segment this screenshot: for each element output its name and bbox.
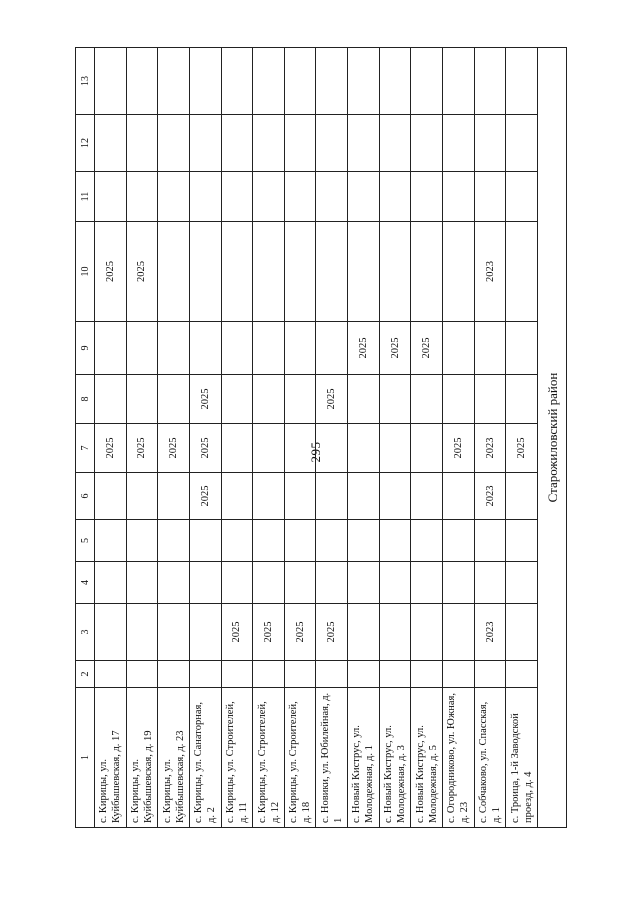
column-header-13: 13 (76, 48, 95, 115)
year-cell (474, 172, 506, 222)
column-header-2: 2 (76, 661, 95, 688)
year-cell (379, 520, 411, 562)
year-cell (253, 115, 285, 172)
year-cell (126, 473, 158, 520)
year-cell (158, 562, 190, 604)
year-cell (316, 322, 348, 375)
year-cell (506, 661, 538, 688)
address-cell: с. Новый Киструс, ул. Молодежная, д. 5 (411, 688, 443, 828)
table-row (189, 48, 221, 828)
table-row (348, 48, 380, 828)
year-cell: 2025 (189, 424, 221, 473)
year-cell (443, 604, 475, 661)
year-cell (126, 520, 158, 562)
column-header-8: 8 (76, 375, 95, 424)
year-cell (126, 115, 158, 172)
year-cell (95, 48, 127, 115)
year-cell (221, 322, 253, 375)
year-cell (411, 115, 443, 172)
year-cell (411, 424, 443, 473)
page-number: 295 (308, 441, 323, 463)
year-cell (126, 375, 158, 424)
year-cell (189, 222, 221, 322)
year-cell: 2025 (158, 424, 190, 473)
year-cell (253, 520, 285, 562)
year-cell (379, 48, 411, 115)
year-cell (158, 473, 190, 520)
year-cell: 2025 (348, 322, 380, 375)
year-cell (379, 604, 411, 661)
year-cell (379, 222, 411, 322)
year-cell (316, 115, 348, 172)
year-cell (411, 172, 443, 222)
address-cell: с. Кирицы, ул. Строителей, д. 18 (284, 688, 316, 828)
year-cell (379, 115, 411, 172)
year-cell (95, 473, 127, 520)
address-cell: с. Собчаково, ул. Спасская, д. 1 (474, 688, 506, 828)
year-cell (411, 48, 443, 115)
year-cell (253, 473, 285, 520)
year-cell (221, 222, 253, 322)
year-cell (126, 661, 158, 688)
table-row (411, 48, 443, 828)
year-cell (316, 424, 348, 473)
table-row (316, 48, 348, 828)
year-cell (284, 562, 316, 604)
year-cell (443, 172, 475, 222)
year-cell (474, 48, 506, 115)
year-cell (411, 473, 443, 520)
year-cell (348, 604, 380, 661)
year-cell (95, 322, 127, 375)
year-cell: 2025 (316, 604, 348, 661)
year-cell (348, 520, 380, 562)
year-cell: 2025 (443, 424, 475, 473)
year-cell (474, 661, 506, 688)
year-cell (284, 473, 316, 520)
address-cell: с. Кирицы, ул. Куйбышевская, д. 17 (95, 688, 127, 828)
year-cell (221, 520, 253, 562)
year-cell (95, 172, 127, 222)
year-cell (379, 375, 411, 424)
year-cell (158, 661, 190, 688)
year-cell (158, 222, 190, 322)
year-cell (443, 661, 475, 688)
year-cell (411, 222, 443, 322)
year-cell (411, 604, 443, 661)
year-cell (95, 375, 127, 424)
year-cell: 2023 (474, 473, 506, 520)
year-cell (443, 520, 475, 562)
year-cell (316, 562, 348, 604)
year-cell (95, 520, 127, 562)
column-header-11: 11 (76, 172, 95, 222)
year-cell (443, 562, 475, 604)
year-cell (253, 375, 285, 424)
year-cell (189, 661, 221, 688)
year-cell (284, 322, 316, 375)
year-cell (316, 520, 348, 562)
year-cell (284, 222, 316, 322)
year-cell: 2025 (189, 375, 221, 424)
table-row (474, 48, 506, 828)
year-cell (158, 322, 190, 375)
year-cell (189, 520, 221, 562)
district-row (538, 48, 567, 828)
year-cell (221, 661, 253, 688)
year-cell (284, 115, 316, 172)
year-cell (348, 375, 380, 424)
column-header-7: 7 (76, 424, 95, 473)
year-cell (221, 473, 253, 520)
year-cell (506, 375, 538, 424)
column-header-10: 10 (76, 222, 95, 322)
year-cell (348, 172, 380, 222)
year-cell (443, 473, 475, 520)
year-cell: 2025 (379, 322, 411, 375)
year-cell (253, 562, 285, 604)
address-cell: с. Кирицы, ул. Куйбышевская, д. 23 (158, 688, 190, 828)
column-header-6: 6 (76, 473, 95, 520)
year-cell (189, 115, 221, 172)
table-row (158, 48, 190, 828)
year-cell (411, 661, 443, 688)
year-cell: 2025 (95, 222, 127, 322)
year-cell (348, 115, 380, 172)
year-cell (474, 322, 506, 375)
year-cell (506, 48, 538, 115)
year-cell: 2023 (474, 604, 506, 661)
year-cell: 2025 (189, 473, 221, 520)
year-cell (95, 604, 127, 661)
year-cell (506, 115, 538, 172)
year-cell (379, 661, 411, 688)
year-cell (253, 222, 285, 322)
year-cell (253, 661, 285, 688)
year-cell (443, 322, 475, 375)
year-cell (316, 473, 348, 520)
year-cell (348, 562, 380, 604)
column-header-1: 1 (76, 688, 95, 828)
year-cell (253, 424, 285, 473)
address-cell: с. Кирицы, ул. Санаторная, д. 2 (189, 688, 221, 828)
year-cell (189, 604, 221, 661)
address-cell: с. Кирицы, ул. Строителей, д. 12 (253, 688, 285, 828)
year-cell (506, 473, 538, 520)
address-cell: с. Троица, 1-й Заводской проезд, д. 4 (506, 688, 538, 828)
year-cell (189, 48, 221, 115)
year-cell (158, 172, 190, 222)
year-cell (474, 520, 506, 562)
address-cell: с. Новый Киструс, ул. Молодежная, д. 3 (379, 688, 411, 828)
year-cell (126, 604, 158, 661)
year-cell (189, 172, 221, 222)
column-header-9: 9 (76, 322, 95, 375)
year-cell (253, 48, 285, 115)
year-cell (189, 562, 221, 604)
table-row (284, 48, 316, 828)
year-cell (506, 172, 538, 222)
year-cell (316, 661, 348, 688)
district-heading: Старожиловский район (538, 48, 567, 828)
year-cell (443, 115, 475, 172)
year-cell (284, 424, 316, 473)
year-cell: 2025 (95, 424, 127, 473)
year-cell (506, 222, 538, 322)
year-cell (348, 473, 380, 520)
year-cell (158, 520, 190, 562)
year-cell (221, 48, 253, 115)
year-cell (506, 562, 538, 604)
year-cell (316, 222, 348, 322)
year-cell (284, 520, 316, 562)
year-cell (221, 562, 253, 604)
year-cell (221, 424, 253, 473)
year-cell (348, 661, 380, 688)
year-cell (253, 172, 285, 222)
year-cell (443, 222, 475, 322)
year-cell: 2025 (126, 424, 158, 473)
year-cell: 2025 (253, 604, 285, 661)
year-cell (379, 172, 411, 222)
table-row (253, 48, 285, 828)
table-row (506, 48, 538, 828)
year-cell (126, 172, 158, 222)
rotated-table-container (75, 48, 567, 828)
year-cell (474, 562, 506, 604)
column-header-4: 4 (76, 562, 95, 604)
address-cell: с. Новики, ул. Юбилейная, д. 1 (316, 688, 348, 828)
year-cell (474, 375, 506, 424)
year-cell (411, 562, 443, 604)
year-cell (158, 115, 190, 172)
year-cell (506, 520, 538, 562)
year-cell (189, 322, 221, 375)
year-cell (221, 172, 253, 222)
table-row (443, 48, 475, 828)
table-row (221, 48, 253, 828)
year-cell (126, 48, 158, 115)
table-body (76, 48, 567, 828)
year-cell (253, 322, 285, 375)
year-cell (443, 48, 475, 115)
year-cell: 2025 (221, 604, 253, 661)
year-cell (95, 661, 127, 688)
year-cell (158, 604, 190, 661)
year-cell (411, 520, 443, 562)
column-header-5: 5 (76, 520, 95, 562)
year-cell (316, 172, 348, 222)
year-cell: 2023 (474, 222, 506, 322)
year-cell (379, 562, 411, 604)
table-row (95, 48, 127, 828)
year-cell: 2025 (411, 322, 443, 375)
table-row (126, 48, 158, 828)
year-cell (284, 172, 316, 222)
year-cell (284, 375, 316, 424)
year-cell (348, 222, 380, 322)
year-cell (221, 115, 253, 172)
header-row (76, 48, 95, 828)
year-cell: 2025 (506, 424, 538, 473)
year-cell (506, 604, 538, 661)
year-cell (126, 322, 158, 375)
year-cell (379, 473, 411, 520)
year-cell (95, 115, 127, 172)
year-cell (126, 562, 158, 604)
address-cell: с. Новый Киструс, ул. Молодежная, д. 1 (348, 688, 380, 828)
address-cell: с. Огородниково, ул. Южная, д. 23 (443, 688, 475, 828)
year-cell (411, 375, 443, 424)
year-cell (284, 661, 316, 688)
year-cell (158, 375, 190, 424)
column-header-12: 12 (76, 115, 95, 172)
year-cell (443, 375, 475, 424)
year-cell (474, 115, 506, 172)
address-cell: с. Кирицы, ул. Куйбышевская, д. 19 (126, 688, 158, 828)
table-row (379, 48, 411, 828)
year-cell (379, 424, 411, 473)
column-header-3: 3 (76, 604, 95, 661)
year-cell (95, 562, 127, 604)
year-cell (348, 48, 380, 115)
year-cell (506, 322, 538, 375)
year-cell (221, 375, 253, 424)
year-cell (284, 48, 316, 115)
year-cell (316, 48, 348, 115)
address-cell: с. Кирицы, ул. Строителей, д. 11 (221, 688, 253, 828)
year-cell (348, 424, 380, 473)
year-cell: 2025 (126, 222, 158, 322)
year-cell: 2023 (474, 424, 506, 473)
year-cell (158, 48, 190, 115)
year-cell: 2025 (284, 604, 316, 661)
program-table (75, 47, 567, 828)
year-cell: 2025 (316, 375, 348, 424)
